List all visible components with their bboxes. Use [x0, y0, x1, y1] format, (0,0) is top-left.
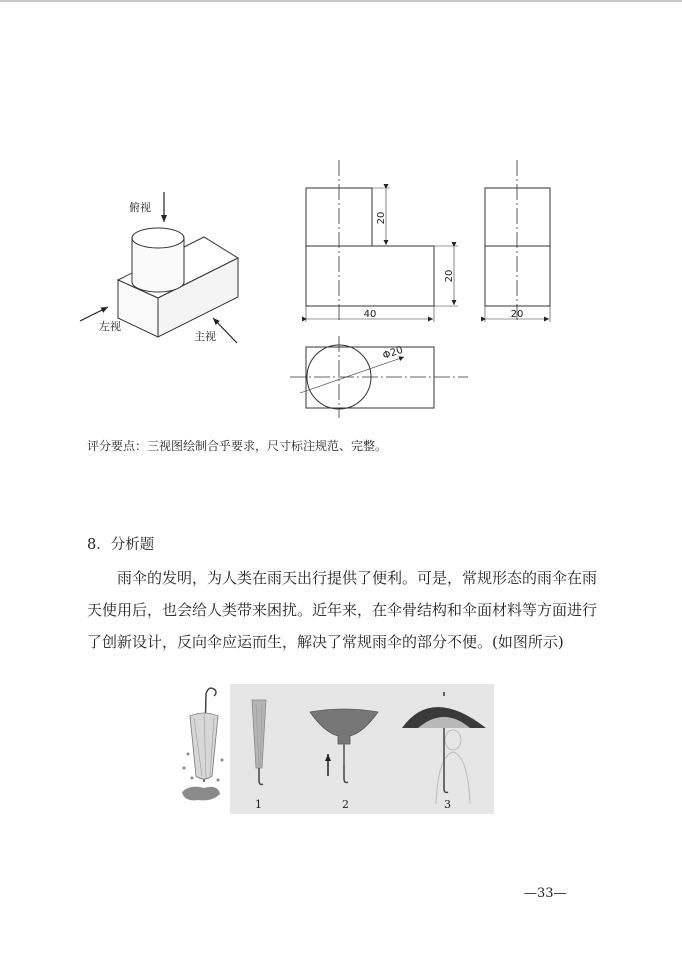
front-view — [306, 160, 458, 322]
front-view-arrow — [213, 318, 237, 343]
page-number: —33— — [524, 886, 567, 901]
three-view-drawing — [0, 0, 682, 430]
label-front-view: 主视 — [194, 330, 216, 343]
dim-front-lower-height: 20 — [444, 269, 455, 283]
dim-line-diameter — [300, 357, 404, 393]
dim-front-width: 40 — [363, 309, 377, 320]
step-3-open-umbrella — [402, 692, 486, 804]
step-2-opening-umbrella — [310, 709, 378, 783]
label-left-view: 左视 — [99, 320, 121, 333]
isometric-view — [118, 228, 238, 337]
step-3-number: 3 — [444, 798, 451, 811]
step-1-number: 1 — [255, 798, 262, 811]
left-view-arrow — [80, 307, 108, 321]
label-top-view: 俯视 — [129, 201, 151, 214]
front-view-outline — [306, 188, 434, 306]
top-view-outline — [306, 344, 434, 408]
step-1-closed-umbrella — [252, 700, 266, 785]
scoring-points: 评分要点：三视图绘制合乎要求，尺寸标注规范、完整。 — [87, 439, 388, 453]
side-view — [485, 160, 550, 322]
step-2-number: 2 — [342, 798, 349, 811]
dim-side-width: 20 — [510, 309, 524, 320]
side-view-outline — [485, 188, 550, 306]
question-paragraph: 雨伞的发明，为人类在雨天出行提供了便利。可是，常规形态的雨伞在雨天使用后，也会给人类带来困扰。近年来，在伞骨结构和伞面材料等方面进行了创新设计，反向伞应运而生，解决了常规雨伞的部分不便。(如图所示) — [87, 569, 598, 651]
top-view — [290, 336, 468, 418]
dim-top-diameter: Φ20 — [381, 344, 405, 362]
reverse-umbrella-photo — [168, 684, 494, 814]
iso-cylinder-top — [132, 228, 184, 248]
dim-front-upper-height: 20 — [376, 211, 387, 225]
question-heading: 8．分析题 — [87, 537, 155, 553]
